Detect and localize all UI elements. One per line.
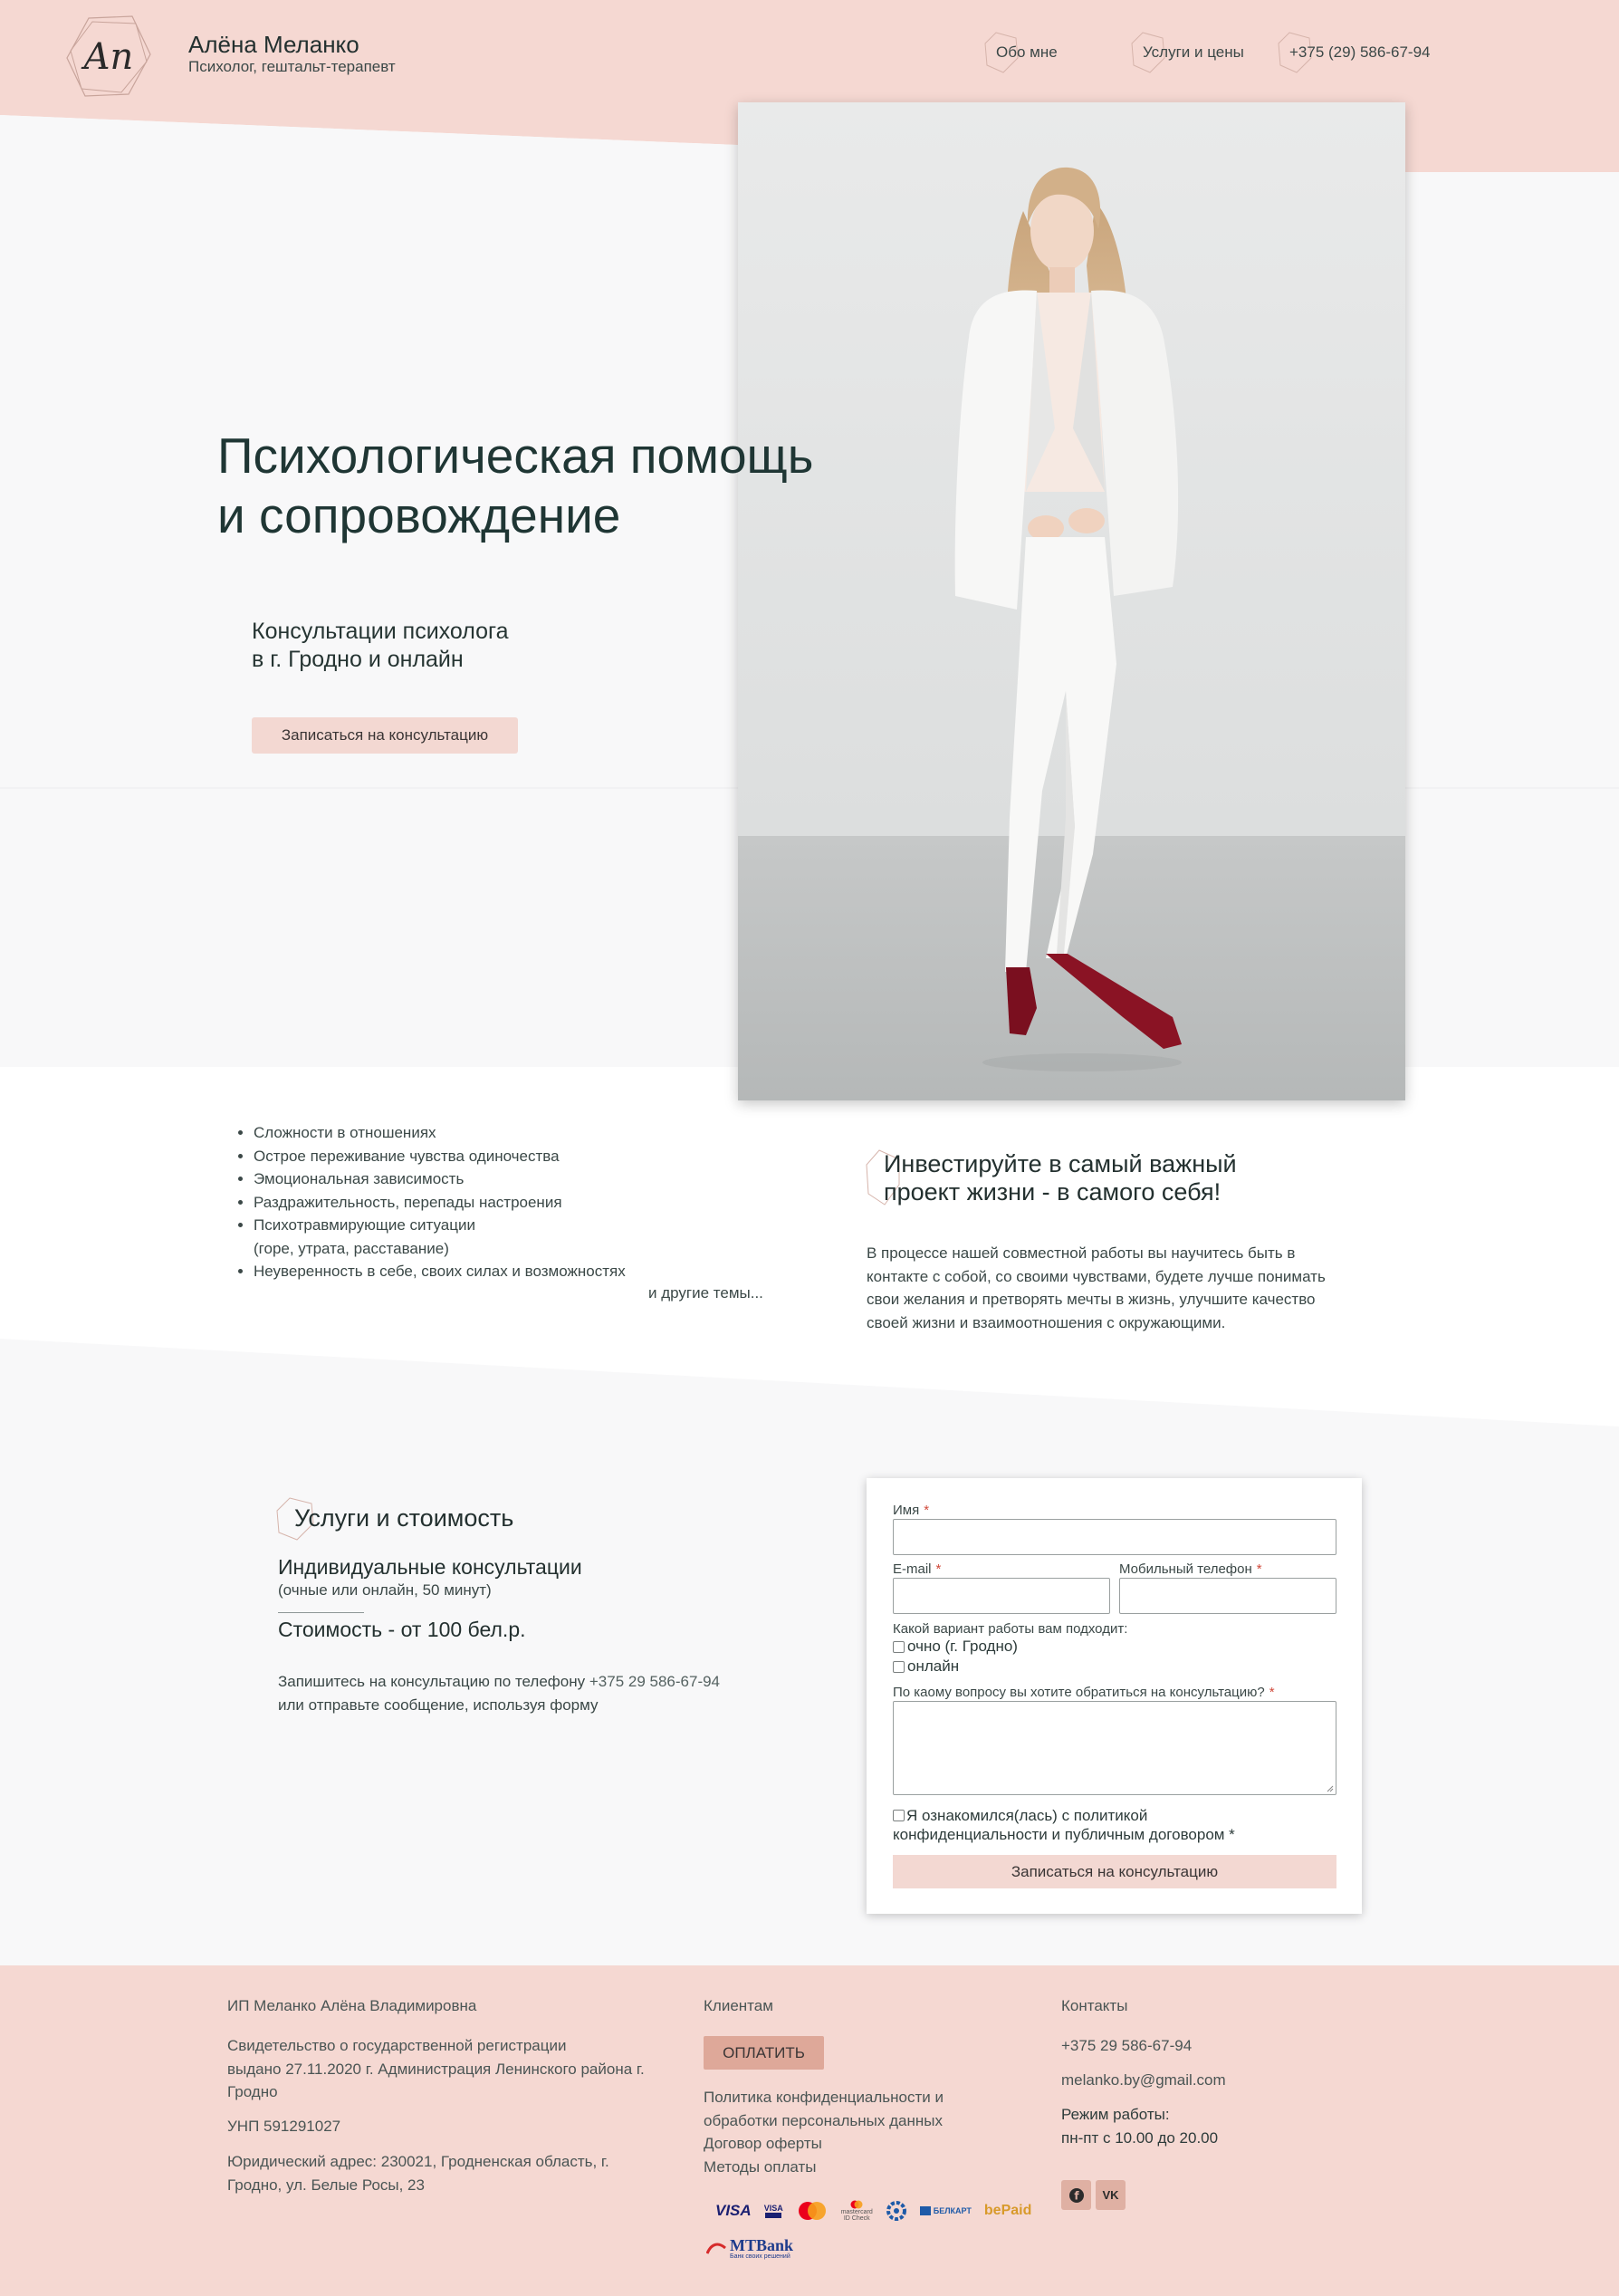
option-online-label: онлайн [907, 1657, 960, 1675]
footer-links [704, 2086, 1030, 2178]
hero-book-button[interactable]: Записаться на консультацию [252, 717, 518, 754]
resize-handle-icon[interactable] [1327, 1785, 1334, 1792]
required-mark: * [924, 1503, 930, 1518]
mtbank-logo [706, 2237, 793, 2260]
list-item-text: Эмоциональная зависимость [254, 1170, 465, 1187]
list-item [254, 1260, 797, 1283]
logo-hexagon-icon [65, 14, 152, 98]
footer-company: ИП Меланко Алёна Владимировна [227, 1997, 477, 2014]
nav-about[interactable] [996, 34, 1058, 71]
phone-label-text: Мобильный телефон [1119, 1561, 1252, 1577]
facebook-letter: f [1073, 2189, 1079, 2202]
belkart-text: БЕЛКАРТ [933, 2206, 972, 2215]
phone-label [1119, 1561, 1262, 1577]
service-contact-text [278, 1670, 785, 1716]
privacy-policy-link[interactable] [704, 2086, 1030, 2132]
facebook-icon [1068, 2187, 1085, 2204]
privacy-policy-link-line1: Политика конфиденциальности и [704, 2089, 944, 2106]
list-item-text: Психотравмирующие ситуации [254, 1216, 475, 1234]
name-input[interactable] [893, 1519, 1336, 1555]
mastercard-logo-icon [796, 2201, 829, 2221]
list-item [254, 1214, 797, 1260]
footer-address-line1: Юридический адрес: 230021, Гродненская область, г. [227, 2153, 609, 2170]
payment-logos [715, 2195, 1031, 2226]
mastercard-small-icon [849, 2200, 864, 2209]
divider [278, 1612, 364, 1613]
nav-phone[interactable] [1289, 34, 1430, 71]
option-offline-checkbox[interactable] [893, 1641, 905, 1653]
hero-title [217, 426, 905, 545]
list-item [254, 1121, 797, 1145]
visa-logo: VISA [715, 2202, 752, 2219]
option-offline-label: очно (г. Гродно) [907, 1638, 1018, 1655]
footer-address-line2: Гродно, ул. Белые Росы, 23 [227, 2176, 425, 2194]
mastercard-text: mastercard [840, 2209, 873, 2215]
visa-secure-logo [764, 2204, 783, 2218]
belkart-emblem-icon [886, 2200, 907, 2222]
brand-subtitle: Психолог, гештальт-терапевт [188, 58, 396, 75]
nav-services[interactable] [1143, 34, 1244, 71]
footer-email[interactable]: melanko.by@gmail.com [1061, 2071, 1226, 2089]
required-mark: * [1269, 1685, 1275, 1700]
consent-label [906, 1805, 1147, 1826]
pay-button[interactable]: ОПЛАТИТЬ [704, 2036, 824, 2070]
consent-line1: Я ознакомился(лась) с политикой [906, 1807, 1148, 1824]
footer-contacts-heading: Контакты [1061, 1997, 1128, 2014]
footer-reg-line2: выдано 27.11.2020 г. Администрация Ленинского района г. [227, 2060, 645, 2078]
nav-services-label: Услуги и цены [1143, 43, 1244, 61]
logo-monogram: An [83, 36, 134, 78]
hero-subtitle [252, 618, 632, 674]
hero-subtitle-line1: Консультации психолога [252, 619, 509, 644]
more-topics: и другие темы... [648, 1284, 763, 1302]
list-item-text: Раздражительность, перепады настроения [254, 1193, 562, 1211]
nav-phone-label: +375 (29) 586-67-94 [1289, 43, 1431, 61]
service-price: Стоимость - от 100 бел.р. [278, 1618, 526, 1641]
phone-input[interactable] [1119, 1578, 1336, 1614]
form-submit-button[interactable]: Записаться на консультацию [893, 1855, 1336, 1888]
footer-phone[interactable]: +375 29 586-67-94 [1061, 2037, 1193, 2054]
footer-reg-line1: Свидетельство о государственной регистрации [227, 2037, 567, 2054]
footer-address [227, 2150, 698, 2196]
privacy-policy-link-line2: обработки персональных данных [704, 2111, 943, 2129]
list-item-text: Острое переживание чувства одиночества [254, 1147, 560, 1165]
invest-text: В процессе нашей совместной работы вы научитесь быть в контакте с собой, со своими чувствами, будете лучше понимать свои желания и претворять мечты в жизнь, улучшите качество своей жизни и взаимоотношения с окружающими. [867, 1244, 1326, 1331]
facebook-button[interactable] [1061, 2180, 1091, 2210]
email-label-text: E-mail [893, 1561, 932, 1577]
mastercard-id-check-logo [841, 2200, 873, 2222]
list-item [254, 1145, 797, 1168]
name-label [893, 1503, 929, 1518]
hero-title-line1: Психологическая помощь [217, 427, 814, 484]
consent-label-line2: конфиденциальности и публичным договором * [893, 1826, 1235, 1843]
list-item-continuation: (горе, утрата, расставание) [254, 1239, 449, 1257]
mtbank-slogan: Банк своих решений [730, 2253, 790, 2260]
problems-list [237, 1121, 797, 1283]
invest-title [884, 1150, 1336, 1206]
invest-title-line1: Инвестируйте в самый важный [884, 1150, 1237, 1177]
footer-reg-line3: Гродно [227, 2083, 278, 2100]
service-contact-phone[interactable]: +375 29 586-67-94 [589, 1673, 721, 1690]
hero-subtitle-line2: в г. Гродно и онлайн [252, 647, 464, 672]
consent-checkbox[interactable] [893, 1810, 905, 1821]
belkart-logo [920, 2206, 972, 2215]
list-item-text: Неуверенность в себе, своих силах и возможностях [254, 1263, 626, 1280]
service-note: (очные или онлайн, 50 минут) [278, 1581, 492, 1599]
vk-button[interactable] [1096, 2180, 1126, 2210]
services-title: Услуги и стоимость [294, 1504, 514, 1532]
question-textarea[interactable] [893, 1701, 1336, 1795]
belkart-mark-icon [920, 2206, 931, 2215]
hero-photo [738, 102, 1405, 1100]
list-item-text: Сложности в отношениях [254, 1124, 436, 1141]
vk-icon: VK [1102, 2188, 1119, 2202]
name-label-text: Имя [893, 1503, 920, 1518]
bepaid-logo: bePaid [983, 2203, 1032, 2218]
footer-unp: УНП 591291027 [227, 2118, 341, 2135]
footer-clients-heading: Клиентам [704, 1997, 773, 2014]
list-item [254, 1191, 797, 1215]
required-mark: * [1256, 1561, 1262, 1577]
footer-registration [227, 2034, 698, 2104]
footer-hours: пн-пт с 10.00 до 20.00 [1061, 2129, 1219, 2147]
invest-title-line2: проект жизни - в самого себя! [884, 1178, 1221, 1206]
payment-methods-link[interactable]: Методы оплаты [704, 2157, 817, 2176]
footer-hours-label: Режим работы: [1061, 2106, 1170, 2123]
mtbank-swoosh-icon [706, 2241, 726, 2257]
option-online-checkbox[interactable] [893, 1661, 905, 1673]
email-label [893, 1561, 941, 1577]
email-input[interactable] [893, 1578, 1110, 1614]
mtbank-text: MTBank [730, 2236, 794, 2254]
id-check-text: ID Check [843, 2215, 870, 2222]
offer-link[interactable]: Договор оферты [704, 2135, 822, 2152]
service-contact-prefix: Запишитесь на консультацию по телефону [278, 1673, 589, 1690]
visa-secure-text: VISA [763, 2204, 783, 2213]
logo[interactable] [65, 14, 152, 102]
required-mark: * [935, 1561, 942, 1577]
service-contact-line2: или отправьте сообщение, используя форму [278, 1696, 599, 1714]
question-label-text: По каому вопросу вы хотите обратиться на консультацию? [893, 1685, 1265, 1700]
list-item [254, 1167, 797, 1191]
service-name: Индивидуальные консультации [278, 1555, 582, 1579]
format-label: Какой вариант работы вам подходит: [893, 1621, 1128, 1637]
hero-title-line2: и сопровождение [217, 487, 621, 543]
question-label [893, 1685, 1275, 1700]
brand-name: Алёна Меланко [188, 31, 359, 58]
nav-about-label: Обо мне [996, 43, 1058, 61]
